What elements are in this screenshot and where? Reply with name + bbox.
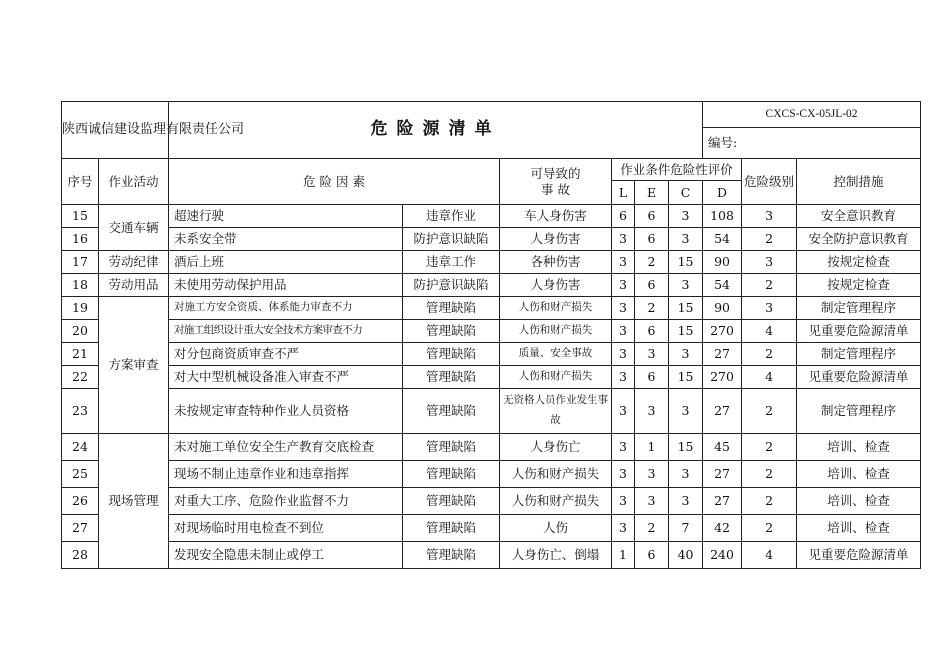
cell-E: 6: [635, 366, 669, 389]
cell-consequence: 质量、安全事故: [500, 343, 612, 366]
table-row: [62, 274, 921, 297]
cell-L: 3: [612, 488, 635, 515]
cell-measure: 见重要危险源清单: [797, 542, 921, 569]
cell-L: 3: [612, 343, 635, 366]
cell-E: 6: [635, 542, 669, 569]
cell-level: 4: [742, 320, 797, 343]
cell-D: 90: [703, 297, 742, 320]
cell-E: 6: [635, 228, 669, 251]
cell-D: 27: [703, 488, 742, 515]
cell-L: 3: [612, 434, 635, 461]
cell-type: 管理缺陷: [403, 320, 500, 343]
cell-consequence: 人伤和财产损失: [500, 320, 612, 343]
cell-type: 管理缺陷: [403, 434, 500, 461]
cell-measure: 培训、检查: [797, 434, 921, 461]
cell-measure: 制定管理程序: [797, 389, 921, 434]
col-seq: 序号: [62, 159, 99, 205]
col-E: E: [635, 181, 669, 205]
cell-L: 3: [612, 251, 635, 274]
cell-factor: 对施工方安全资质、体系能力审查不力: [169, 297, 403, 320]
cell-level: 4: [742, 542, 797, 569]
cell-level: 2: [742, 228, 797, 251]
hazard-table: [61, 101, 921, 569]
cell-D: 27: [703, 343, 742, 366]
cell-measure: 按规定检查: [797, 274, 921, 297]
document-title: 危险源清单: [169, 102, 703, 159]
cell-consequence: 人身伤害: [500, 274, 612, 297]
document-number: 编号:: [703, 128, 921, 159]
cell-measure: 见重要危险源清单: [797, 320, 921, 343]
cell-type: 防护意识缺陷: [403, 274, 500, 297]
cell-seq: 25: [62, 461, 99, 488]
cell-level: 2: [742, 389, 797, 434]
table-row: [62, 251, 921, 274]
cell-L: 1: [612, 542, 635, 569]
cell-type: 防护意识缺陷: [403, 228, 500, 251]
table-row: [62, 205, 921, 228]
cell-C: 3: [669, 488, 703, 515]
cell-measure: 安全意识教育: [797, 205, 921, 228]
cell-factor: 未使用劳动保护用品: [169, 274, 403, 297]
cell-C: 3: [669, 228, 703, 251]
cell-level: 3: [742, 297, 797, 320]
cell-type: 违章工作: [403, 251, 500, 274]
cell-consequence: 各种伤害: [500, 251, 612, 274]
cell-L: 3: [612, 297, 635, 320]
cell-C: 15: [669, 320, 703, 343]
cell-D: 27: [703, 389, 742, 434]
cell-measure: 制定管理程序: [797, 297, 921, 320]
cell-E: 3: [635, 389, 669, 434]
cell-factor: 对施工组织设计重大安全技术方案审查不力: [169, 320, 403, 343]
cell-seq: 15: [62, 205, 99, 228]
cell-seq: 22: [62, 366, 99, 389]
cell-factor: 对现场临时用电检查不到位: [169, 515, 403, 542]
cell-activity: 劳动纪律: [99, 251, 169, 274]
cell-seq: 24: [62, 434, 99, 461]
cell-factor: 超速行驶: [169, 205, 403, 228]
cell-D: 108: [703, 205, 742, 228]
table-row: [62, 488, 921, 515]
cell-D: 270: [703, 366, 742, 389]
cell-D: 54: [703, 274, 742, 297]
cell-type: 管理缺陷: [403, 366, 500, 389]
col-measure: 控制措施: [797, 159, 921, 205]
cell-consequence: 人伤和财产损失: [500, 488, 612, 515]
cell-factor: 对分包商资质审查不严: [169, 343, 403, 366]
table-row: [62, 228, 921, 251]
cell-seq: 16: [62, 228, 99, 251]
cell-D: 270: [703, 320, 742, 343]
cell-level: 3: [742, 205, 797, 228]
cell-type: 管理缺陷: [403, 542, 500, 569]
cell-consequence: 无资格人员作业发生事故: [500, 389, 612, 434]
cell-E: 3: [635, 488, 669, 515]
cell-L: 3: [612, 515, 635, 542]
cell-measure: 按规定检查: [797, 251, 921, 274]
table-row: [62, 515, 921, 542]
cell-C: 15: [669, 251, 703, 274]
table-row: [62, 542, 921, 569]
col-factor: 危 险 因 素: [169, 159, 500, 205]
cell-level: 3: [742, 251, 797, 274]
cell-type: 管理缺陷: [403, 389, 500, 434]
cell-E: 2: [635, 251, 669, 274]
cell-D: 54: [703, 228, 742, 251]
cell-L: 6: [612, 205, 635, 228]
cell-seq: 23: [62, 389, 99, 434]
cell-C: 15: [669, 434, 703, 461]
cell-type: 管理缺陷: [403, 343, 500, 366]
col-consequence: [500, 159, 612, 205]
cell-L: 3: [612, 366, 635, 389]
cell-measure: 培训、检查: [797, 488, 921, 515]
cell-E: 2: [635, 515, 669, 542]
cell-E: 6: [635, 205, 669, 228]
cell-consequence: 人身伤亡、倒塌: [500, 542, 612, 569]
cell-type: 管理缺陷: [403, 461, 500, 488]
cell-seq: 21: [62, 343, 99, 366]
cell-factor: 未系安全带: [169, 228, 403, 251]
cell-consequence: 车人身伤害: [500, 205, 612, 228]
cell-seq: 28: [62, 542, 99, 569]
cell-type: 违章作业: [403, 205, 500, 228]
cell-level: 4: [742, 366, 797, 389]
cell-level: 2: [742, 434, 797, 461]
cell-seq: 20: [62, 320, 99, 343]
company-name: 陕西诚信建设监理有限责任公司: [62, 102, 169, 159]
cell-L: 3: [612, 274, 635, 297]
cell-factor: 现场不制止违章作业和违章指挥: [169, 461, 403, 488]
cell-activity-group: 交通车辆: [99, 205, 169, 251]
cell-E: 1: [635, 434, 669, 461]
cell-activity: 劳动用品: [99, 274, 169, 297]
cell-measure: 制定管理程序: [797, 343, 921, 366]
col-L: L: [612, 181, 635, 205]
cell-type: 管理缺陷: [403, 488, 500, 515]
document-code: CXCS-CX-05JL-02: [703, 102, 921, 128]
col-consequence-line1: 可导致的: [530, 165, 581, 181]
cell-seq: 18: [62, 274, 99, 297]
cell-C: 3: [669, 461, 703, 488]
cell-L: 3: [612, 389, 635, 434]
cell-consequence: 人身伤害: [500, 228, 612, 251]
cell-type: 管理缺陷: [403, 515, 500, 542]
cell-L: 3: [612, 320, 635, 343]
cell-measure: 培训、检查: [797, 515, 921, 542]
col-consequence-line2: 事 故: [541, 181, 570, 197]
cell-activity-group: 方案审查: [99, 297, 169, 434]
cell-D: 240: [703, 542, 742, 569]
table-row: [62, 320, 921, 343]
col-activity: 作业活动: [99, 159, 169, 205]
table-row: [62, 343, 921, 366]
cell-factor: 酒后上班: [169, 251, 403, 274]
cell-seq: 19: [62, 297, 99, 320]
cell-E: 3: [635, 461, 669, 488]
cell-C: 7: [669, 515, 703, 542]
cell-E: 3: [635, 343, 669, 366]
col-C: C: [669, 181, 703, 205]
cell-level: 2: [742, 515, 797, 542]
cell-factor: 对大中型机械设备准入审查不严: [169, 366, 403, 389]
table-row: [62, 434, 921, 461]
cell-D: 90: [703, 251, 742, 274]
cell-measure: 培训、检查: [797, 461, 921, 488]
cell-factor: 发现安全隐患未制止或停工: [169, 542, 403, 569]
cell-measure: 安全防护意识教育: [797, 228, 921, 251]
cell-C: 40: [669, 542, 703, 569]
hazard-list-sheet: [61, 101, 920, 569]
cell-consequence: 人伤: [500, 515, 612, 542]
cell-C: 3: [669, 343, 703, 366]
cell-factor: 未按规定审查特种作业人员资格: [169, 389, 403, 434]
cell-C: 3: [669, 389, 703, 434]
cell-C: 15: [669, 297, 703, 320]
cell-level: 2: [742, 343, 797, 366]
cell-activity-group: 现场管理: [99, 434, 169, 569]
cell-consequence: 人身伤亡: [500, 434, 612, 461]
cell-consequence: 人伤和财产损失: [500, 297, 612, 320]
cell-seq: 17: [62, 251, 99, 274]
cell-C: 15: [669, 366, 703, 389]
cell-level: 2: [742, 461, 797, 488]
cell-D: 27: [703, 461, 742, 488]
table-row: [62, 461, 921, 488]
cell-E: 2: [635, 297, 669, 320]
cell-consequence: 人伤和财产损失: [500, 461, 612, 488]
cell-factor: 未对施工单位安全生产教育交底检查: [169, 434, 403, 461]
cell-level: 2: [742, 274, 797, 297]
col-level: 危险级别: [742, 159, 797, 205]
col-eval-group: 作业条件危险性评价: [612, 159, 742, 181]
cell-E: 6: [635, 274, 669, 297]
cell-C: 3: [669, 205, 703, 228]
cell-factor: 对重大工序、危险作业监督不力: [169, 488, 403, 515]
cell-seq: 27: [62, 515, 99, 542]
cell-measure: 见重要危险源清单: [797, 366, 921, 389]
table-row: [62, 389, 921, 434]
cell-D: 42: [703, 515, 742, 542]
cell-level: 2: [742, 488, 797, 515]
cell-C: 3: [669, 274, 703, 297]
cell-D: 45: [703, 434, 742, 461]
table-row: [62, 366, 921, 389]
table-row: [62, 297, 921, 320]
cell-L: 3: [612, 228, 635, 251]
col-D: D: [703, 181, 742, 205]
cell-consequence: 人伤和财产损失: [500, 366, 612, 389]
cell-L: 3: [612, 461, 635, 488]
cell-E: 6: [635, 320, 669, 343]
cell-type: 管理缺陷: [403, 297, 500, 320]
cell-seq: 26: [62, 488, 99, 515]
